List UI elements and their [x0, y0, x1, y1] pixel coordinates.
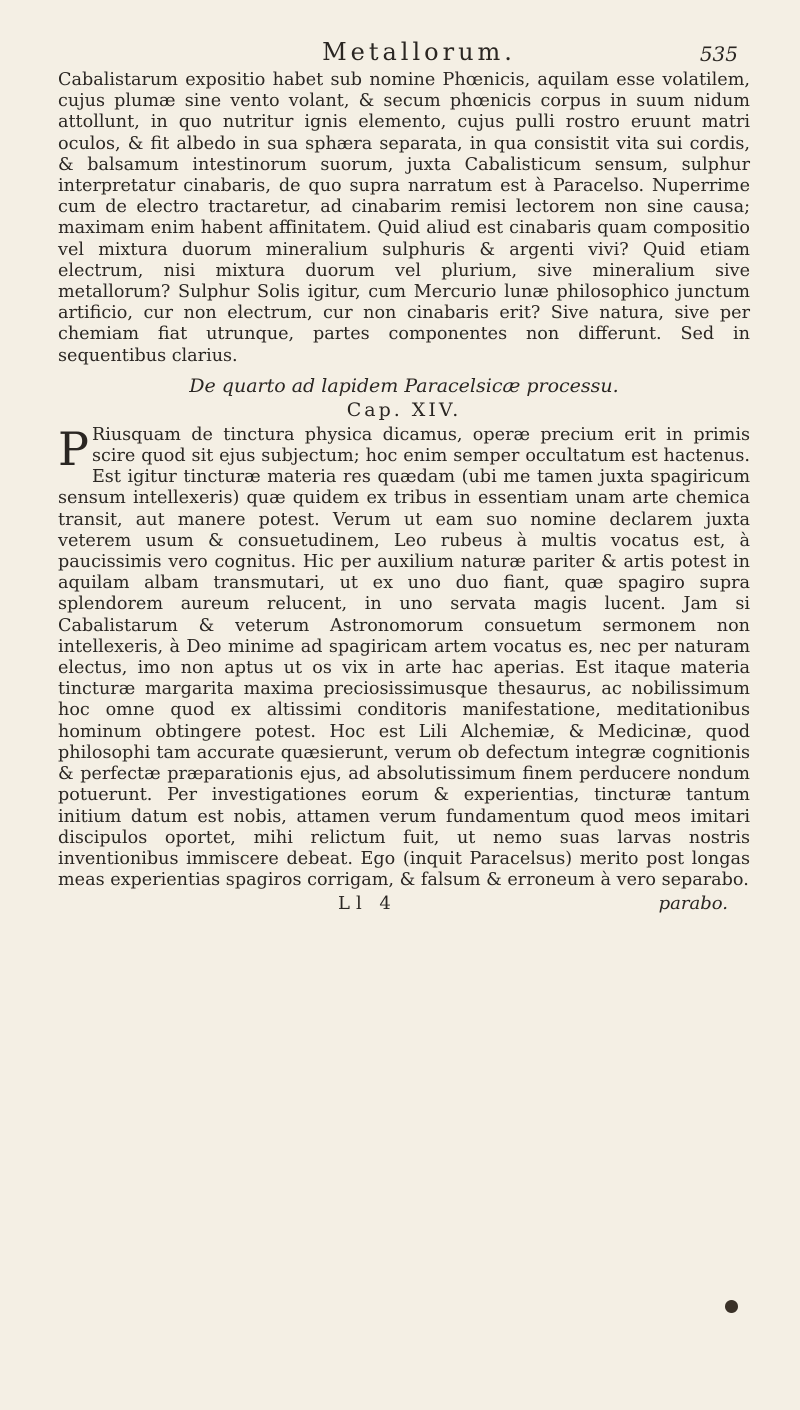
page-header: [58, 38, 750, 70]
page-footer: [58, 893, 750, 917]
paragraph-tincture: [58, 421, 750, 891]
chapter-heading: Cap. XIV.: [346, 398, 462, 421]
paragraph-cabalists: Cabalistarum expositio habet sub nomine Phœnicis, aquilam esse volatilem, cujus plumæ sine vento volant, & secum phœnicis corpus in suum nidum attollunt, in quo nutritur ignis elemento, cujus pulli rostro eruunt matri oculos, & fit albedo in sua sphæra separata, in qua consistit vita sui cordis, & balsamum intestinorum suorum, juxta Cabalisticum sensum, sulphur interpretatur cinabaris, de quo supra narratum est à Paracelso. Nuperrime cum de electro tractaretur, ad cinabarim remisi lectorem non sine causa; maximam enim habent affinitatem. Quid aliud est cinabaris quam compositio vel mixtura duorum mineralium sulphuris & argenti vivi? Quid etiam electrum, nisi mixtura duorum vel plurium, sive mineralium sive metallorum? Sulphur Solis igitur, cum Mercurio lunæ philosophico junctum artificio, cur non electrum, cur non cinabaris erit? Sive natura, sive per chemiam fiat utrunque, partes componentes non differunt. Sed in sequentibus clarius.: [58, 70, 750, 366]
ink-blot: [725, 1300, 738, 1313]
running-head: Metallorum.: [322, 38, 516, 66]
page-number: 535: [699, 42, 738, 66]
section-title: De quarto ad lapidem Paracelsicæ processu.: [189, 374, 619, 397]
signature-mark: Ll 4: [338, 893, 397, 915]
drop-cap: P: [58, 421, 89, 476]
catchword: parabo.: [658, 893, 728, 915]
paragraph-tincture-text: Riusquam de tinctura physica dicamus, operæ precium erit in primis scire quod sit ejus subjectum; hoc enim semper occultatum est hactenus. Est igitur tincturæ materia res quædam (ubi me tamen juxta spagiricum sensum intellexeris) quæ quidem ex tribus in essentiam unam arte chemica transit, aut manere potest. Verum ut eam suo nomine declarem juxta veterem usum & consuetudinem, Leo rubeus à multis vocatus est, à paucissimis vero cognitus. Hic per auxilium naturæ pariter & artis potest in aquilam albam transmutari, ut ex uno duo fiant, quæ spagiro supra splendorem aureum relucent, in uno servata magis lucent. Jam si Cabalistarum & veterum Astronomorum consuetum sermonem non intellexeris, à Deo minime ad spagiricam artem vocatus es, nec per naturam electus, imo non aptus ut os vix in arte hac aperias. Est itaque materia tincturæ margarita maxima preciosissimusque thesaurus, ac nobilissimum hoc omne quod ex altissimi conditoris manifestatione, meditationibus hominum obtingere potest. Hoc est Lili Alchemiæ, & Medicinæ, quod philosophi tam accurate quæsierunt, verum ob defectum integræ cognitionis & perfectæ præparationis ejus, ad absolutissimum finem perducere nondum potuerunt. Per investigationes eorum & experientias, tincturæ tantum initium datum est nobis, attamen verum fundamentum quod meos imitari discipulos oportet, mihi relictum fuit, ut nemo suas larvas nostris inventionibus immiscere debeat. Ego (inquit Paracelsus) merito post longas meas experientias spagiros corrigam, & falsum & erroneum à vero separabo.: [58, 424, 750, 891]
